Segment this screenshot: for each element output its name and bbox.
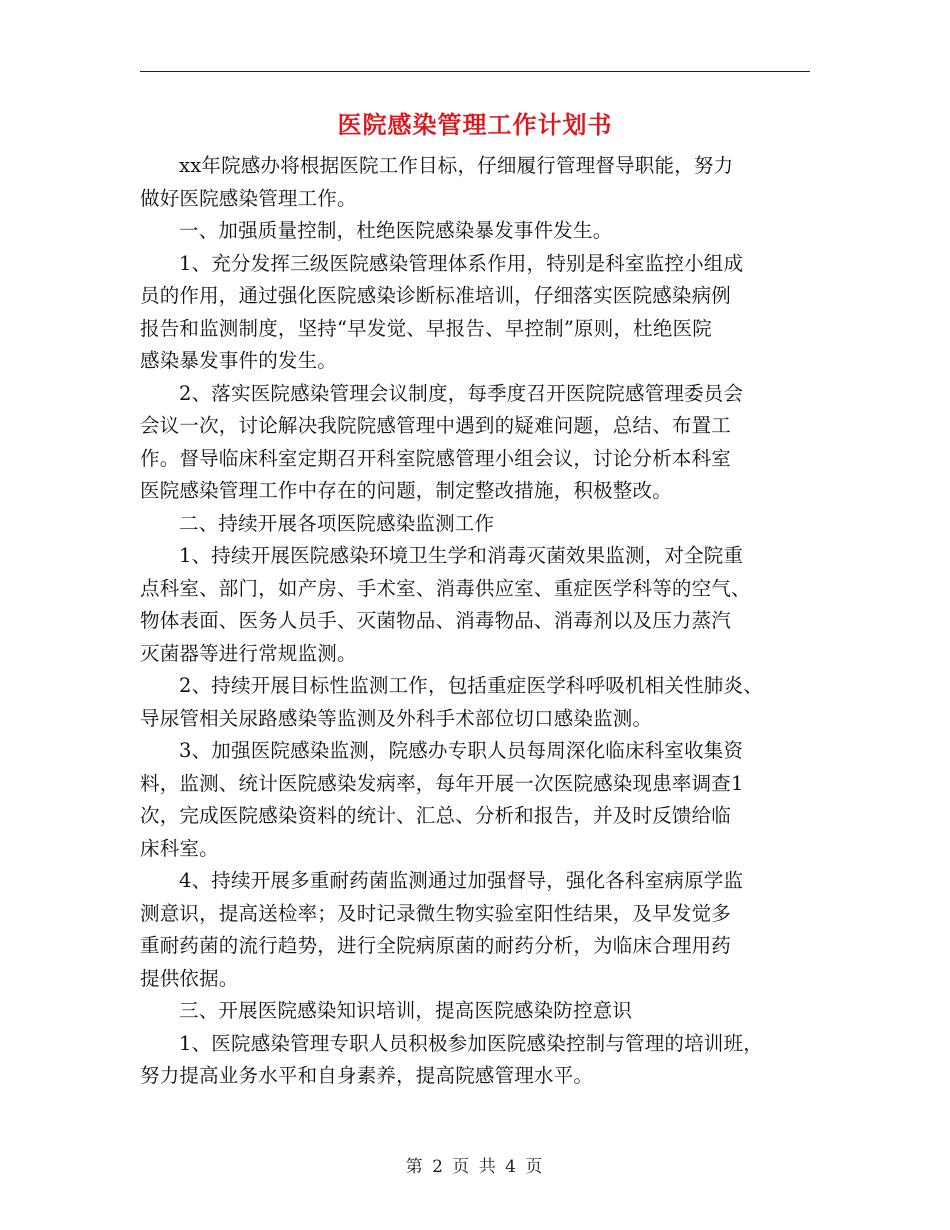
document-body xyxy=(140,150,812,1093)
paragraph-2-4: 4、持续开展多重耐药菌监测通过加强督导，强化各科室病原学监 测意识，提高送检率；及时记录微生物实验室阳性结果，及早发觉多 重耐药菌的流行趋势，进行全院病原菌的耐药分析，为临床合理用药 提供依据。 xyxy=(140,869,744,990)
section-heading-1: 一、加强质量控制，杜绝医院感染暴发事件发生。 xyxy=(179,219,613,242)
paragraph-1-1: 1、充分发挥三级医院感染管理体系作用，特别是科室监控小组成 员的作用，通过强化医院感染诊断标准培训，仔细落实医院感染病例 报告和监测制度，坚持“早发觉、早报告、早控制”原则，杜绝医院 感染暴发事件的发生。 xyxy=(140,251,744,372)
paragraph-2-1: 1、持续开展医院感染环境卫生学和消毒灭菌效果监测，对全院重 点科室、部门，如产房、手术室、消毒供应室、重症医学科等的空气、 物体表面、医务人员手、灭菌物品、消毒物品、消毒剂以及压力蒸汽 灭菌器等进行常规监测。 xyxy=(140,544,751,665)
paragraph-2-3: 3、加强医院感染监测，院感办专职人员每周深化临床科室收集资 料，监测、统计医院感染发病率，每年开展一次医院感染现患率调查1 次，完成医院感染资料的统计、汇总、分析和报告，并及时反馈给临 床科室。 xyxy=(140,739,744,860)
header-rule xyxy=(140,71,810,72)
paragraph-intro: xx年院感办将根据医院工作目标，仔细履行管理督导职能，努力 做好医院感染管理工作。 xyxy=(140,154,734,210)
document-title: 医院感染管理工作计划书 xyxy=(337,110,613,139)
section-heading-3: 三、开展医院感染知识培训，提高医院感染防控意识 xyxy=(179,999,633,1022)
section-heading-2: 二、持续开展各项医院感染监测工作 xyxy=(179,511,495,535)
paragraph-1-2: 2、落实医院感染管理会议制度，每季度召开医院院感管理委员会 会议一次，讨论解决我院院感管理中遇到的疑难问题，总结、布置工 作。督导临床科室定期召开科室院感管理小组会议，讨论分析本科室 医院感染管理工作中存在的问题，制定整改措施，积极整改。 xyxy=(140,381,744,502)
paragraph-2-2: 2、持续开展目标性监测工作，包括重症医学科呼吸机相关性肺炎、 导尿管相关尿路感染等监测及外科手术部位切口感染监测。 xyxy=(140,674,763,730)
paragraph-3-1: 1、医院感染管理专职人员积极参加医院感染控制与管理的培训班， 努力提高业务水平和自身素养，提高院感管理水平。 xyxy=(140,1031,763,1087)
page-number-footer: 第 2 页 共 4 页 xyxy=(405,1157,545,1177)
